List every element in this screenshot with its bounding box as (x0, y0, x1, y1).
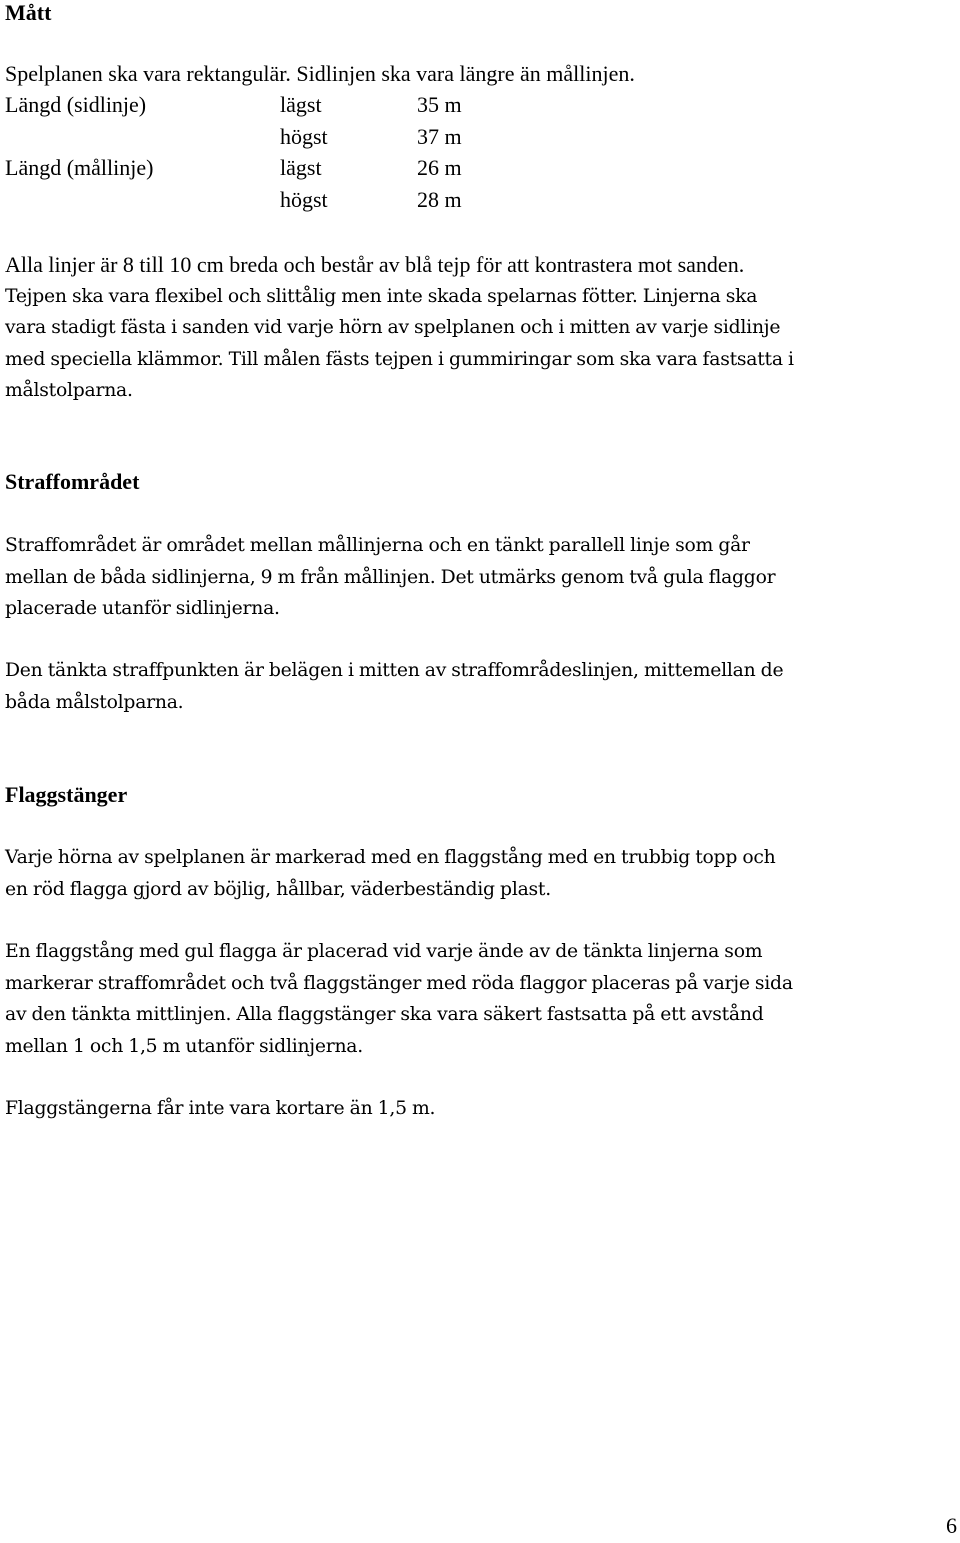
section-heading-matt: Mått (5, 0, 52, 25)
paragraph-line: vara stadigt fästa i sanden vid varje hörn av spelplanen och i mitten av varje sidlinje (5, 317, 781, 338)
paragraph-line: en röd flagga gjord av böjlig, hållbar, väderbeständig plast. (5, 878, 551, 900)
dimension-label (5, 184, 280, 216)
table-row (5, 152, 462, 184)
table-row (5, 89, 462, 121)
dimension-bound: högst (280, 123, 328, 149)
paragraph-line: Flaggstängerna får inte vara kortare än 1,5 m. (5, 1098, 436, 1119)
page-number: 6 (946, 1513, 957, 1538)
flaggstanger-paragraph-1 (5, 842, 955, 905)
paragraph-line: mellan de båda sidlinjerna, 9 m från mållinjen. Det utmärks genom två gula flaggor (5, 566, 776, 588)
paragraph-line: mellan 1 och 1,5 m utanför sidlinjerna. (5, 1035, 363, 1057)
dimension-bound: lägst (280, 155, 322, 180)
flaggstanger-paragraph-2 (5, 936, 955, 1062)
paragraph-line: placerade utanför sidlinjerna. (5, 598, 280, 619)
dimension-value: 28 m (417, 186, 462, 212)
paragraph-line: markerar straffområdet och två flaggstänger med röda flaggor placeras på varje sida (5, 972, 793, 994)
dimension-label: Längd (mållinje) (5, 155, 154, 180)
straffomradet-paragraph-2 (5, 655, 955, 718)
table-row (5, 184, 462, 216)
paragraph-line: av den tänkta mittlinjen. Alla flaggstänger ska vara säkert fastsatta på ett avstånd (5, 1004, 764, 1025)
dimension-value: 26 m (417, 155, 462, 180)
paragraph-line: Varje hörna av spelplanen är markerad med en flaggstång med en trubbig topp och (5, 847, 776, 868)
paragraph-line: En flaggstång med gul flagga är placerad vid varje ände av de tänkta linjerna som (5, 941, 763, 962)
paragraph-line: med speciella klämmor. Till målen fästs tejpen i gummiringar som ska vara fastsatta i (5, 348, 794, 370)
paragraph-line: Alla linjer är 8 till 10 cm breda och består av blå tejp för att kontrastera mot sanden. (5, 252, 745, 277)
table-row (5, 121, 462, 153)
dimensions-table (5, 89, 462, 215)
dimension-bound: lägst (280, 92, 322, 117)
section-heading-flaggstanger: Flaggstänger (5, 782, 128, 807)
tape-paragraph (5, 249, 955, 407)
section-heading-straffomradet: Straffområdet (5, 469, 140, 494)
paragraph-line: Straffområdet är området mellan mållinjerna och en tänkt parallell linje som går (5, 535, 750, 556)
paragraph-line: Den tänkta straffpunkten är belägen i mitten av straffområdeslinjen, mittemellan de (5, 660, 784, 681)
paragraph-line: Tejpen ska vara flexibel och slittålig men inte skada spelarnas fötter. Linjerna ska (5, 285, 758, 307)
straffomradet-paragraph-1 (5, 530, 955, 625)
flaggstanger-paragraph-3 (5, 1093, 955, 1125)
dimension-value: 35 m (417, 92, 462, 117)
paragraph-line: målstolparna. (5, 380, 133, 401)
dimension-value: 37 m (417, 123, 462, 149)
dimension-label: Längd (sidlinje) (5, 92, 147, 117)
matt-intro-paragraph: Spelplanen ska vara rektangulär. Sidlinjen ska vara längre än mållinjen. (5, 61, 635, 86)
dimension-label (5, 121, 280, 153)
paragraph-line: båda målstolparna. (5, 691, 184, 713)
dimension-bound: högst (280, 186, 328, 212)
